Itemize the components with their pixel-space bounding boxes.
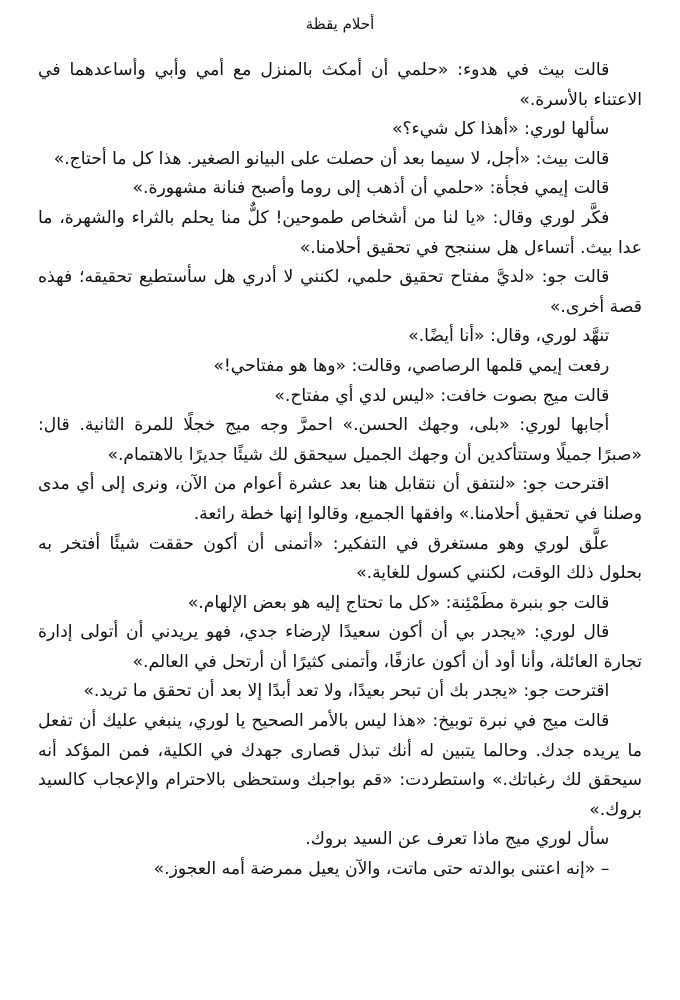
paragraph: رفعت إيمي قلمها الرصاصي، وقالت: «وها هو مفتاحي!» (213, 355, 610, 376)
paragraph: فكَّر لوري وقال: «يا لنا من أشخاص طموحين! كلٌّ منا يحلم بالثراء والشهرة، ما عدا بيث. أتساءل هل سننجح في تحقيق أحلامنا.» (38, 207, 642, 258)
paragraph: علَّق لوري وهو مستغرق في التفكير: «أتمنى أن أكون حققت شيئًا أفتخر به بحلول ذلك الوقت، لكنني كسول للغاية.» (38, 533, 642, 584)
running-head: أحلام يقظة (305, 15, 375, 33)
paragraph: تنهَّد لوري، وقال: «أنا أيضًا.» (408, 326, 610, 347)
paragraph: سألها لوري: «أهذا كل شيء؟» (391, 119, 610, 140)
paragraph: قالت ميج بصوت خافت: «ليس لدي أي مفتاح.» (274, 385, 610, 406)
paragraph: قالت بيث في هدوء: «حلمي أن أمكث بالمنزل مع أمي وأبي وأساعدهما في الاعتناء بالأسرة.» (38, 60, 642, 110)
paragraph: قالت جو: «لديَّ مفتاح تحقيق حلمي، لكنني لا أدري هل سأستطيع تحقيقه؛ فهذه قصة أخرى.» (38, 267, 642, 317)
paragraph: سأل لوري ميج ماذا تعرف عن السيد بروك. (305, 829, 610, 850)
body-text (38, 56, 642, 885)
dialogue-line: – «إنه اعتنى بوالدته حتى ماتت، والآن يعيل ممرضة أمه العجوز.» (153, 859, 610, 880)
paragraph: اقترحت جو: «يجدر بك أن تبحر بعيدًا، ولا تعد أبدًا إلا بعد أن تحقق ما تريد.» (83, 681, 610, 702)
paragraph: قالت جو بنبرة مطَمْئِنة: «كل ما تحتاج إليه هو بعض الإلهام.» (187, 592, 610, 613)
paragraph: قال لوري: «يجدر بي أن أكون سعيدًا لإرضاء جدي، فهو يريدني أن أتولى إدارة تجارة العائلة، وأنا أود أن أكون عازفًا، وأتمنى كثيرًا أن أرتحل في العالم.» (38, 622, 642, 672)
paragraph: قالت بيث: «أجل، لا سيما بعد أن حصلت على البيانو الصغير. هذا كل ما أحتاج.» (53, 148, 610, 169)
paragraph: قالت إيمي فجأة: «حلمي أن أذهب إلى روما وأصبح فنانة مشهورة.» (132, 178, 610, 199)
paragraph: أجابها لوري: «بلى، وجهك الحسن.» احمرَّ وجه ميج خجلًا للمرة الثانية. قال: «صبرًا جميلًا وستتأكدين أن وجهك الجميل سيحقق لك شيئًا جديرًا بالاهتمام.» (38, 415, 642, 465)
paragraph: اقترحت جو: «لنتفق أن نتقابل هنا بعد عشرة أعوام من الآن، ونرى إلى أي مدى وصلنا في تحقيق أحلامنا.» وافقها الجميع، وقالوا إنها خطة رائعة. (38, 474, 642, 524)
paragraph: قالت ميج في نبرة توبيخ: «هذا ليس بالأمر الصحيح يا لوري، ينبغي عليك أن تفعل ما يريده جدك. وحالما يتبين له أنك تبذل قصارى جهدك في الكلية، فمن المؤكد أنه سيحقق لك رغباتك.» واستطردت: «قم بواجبك وستحظى بالاحترام والإعجاب كالسيد بروك.» (38, 711, 642, 820)
